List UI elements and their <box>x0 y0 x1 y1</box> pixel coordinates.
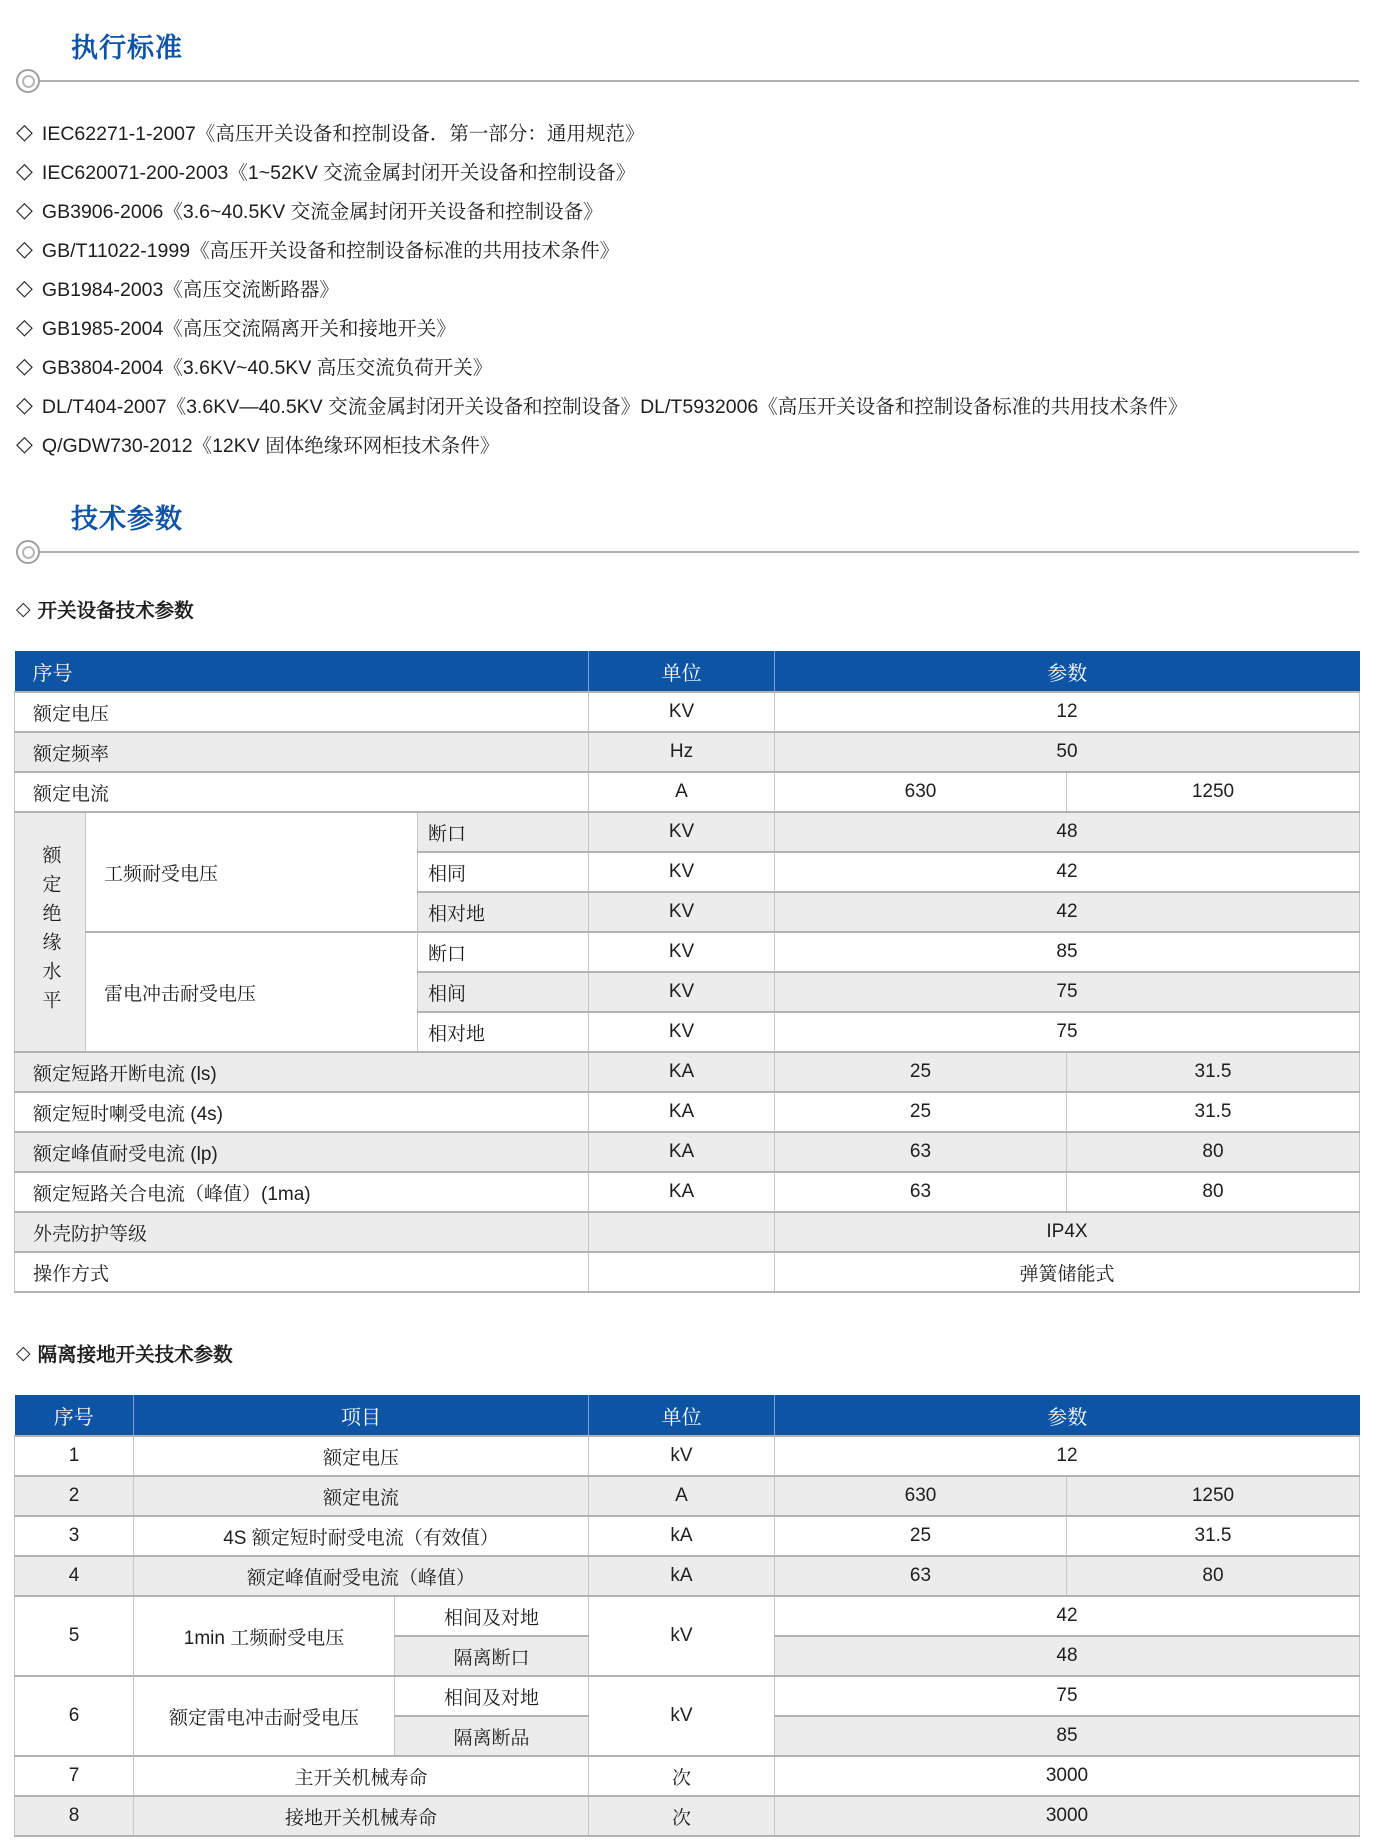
subgroup-label-cell: 雷电冲击耐受电压 <box>86 932 418 1052</box>
standard-item <box>16 190 1359 229</box>
header-no-cell: 序号 <box>15 651 589 692</box>
value-cell: 42 <box>775 852 1360 892</box>
switchgear-table <box>14 651 1360 1293</box>
table-row <box>15 1252 1360 1292</box>
diamond-bullet-icon: ◇ <box>16 391 33 417</box>
item-cell: 4S 额定短时耐受电流（有效值） <box>134 1516 589 1556</box>
standard-text: Q/GDW730-2012《12KV 固体绝缘环网柜技术条件》 <box>41 434 500 457</box>
unit-cell: KA <box>589 1172 775 1212</box>
item-cell: 额定峰值耐受电流（峰值） <box>134 1556 589 1596</box>
value-cell: 12 <box>775 1436 1360 1476</box>
value-cell: 48 <box>775 812 1360 852</box>
item-cell: 额定电流 <box>134 1476 589 1516</box>
value-cell-1: 63 <box>775 1556 1067 1596</box>
unit-cell: KV <box>589 852 775 892</box>
unit-cell: kV <box>589 1436 775 1476</box>
standards-section <box>14 0 1359 463</box>
value-cell-2: 31.5 <box>1067 1052 1360 1092</box>
label-cell: 额定峰值耐受电流 (lp) <box>15 1132 589 1172</box>
unit-cell: kA <box>589 1556 775 1596</box>
row-no-cell: 7 <box>15 1756 134 1796</box>
sub-label-cell: 断口 <box>418 812 589 852</box>
item-cell: 额定电压 <box>134 1436 589 1476</box>
table-row <box>15 692 1360 732</box>
isolation-table <box>14 1395 1360 1837</box>
diamond-bullet-icon: ◇ <box>16 235 33 261</box>
row-no-cell: 8 <box>15 1796 134 1836</box>
sub-label-cell: 相间 <box>418 972 589 1012</box>
diamond-bullet-icon: ◇ <box>16 598 31 620</box>
standard-item <box>16 385 1359 424</box>
label-cell: 额定电流 <box>15 772 589 812</box>
unit-cell: KA <box>589 1092 775 1132</box>
table-row <box>15 1172 1360 1212</box>
table-row <box>15 1132 1360 1172</box>
standard-text: GB1985-2004《高压交流隔离开关和接地开关》 <box>41 317 456 340</box>
sub-label-cell: 断口 <box>418 932 589 972</box>
table-row <box>15 772 1360 812</box>
unit-cell: A <box>589 772 775 812</box>
section-divider <box>16 539 1359 565</box>
divider-line <box>40 551 1359 553</box>
subsection-title-text: 隔离接地开关技术参数 <box>37 1344 233 1366</box>
standards-list <box>14 112 1359 463</box>
unit-cell: KV <box>589 892 775 932</box>
table-row <box>15 1212 1360 1252</box>
sub-label-cell: 隔离断品 <box>395 1716 589 1756</box>
parameters-section-head <box>14 463 1359 565</box>
table-row <box>15 1436 1360 1476</box>
ring-icon <box>16 540 40 564</box>
value-cell: 3000 <box>775 1756 1360 1796</box>
label-cell: 额定短路关合电流（峰值）(1ma) <box>15 1172 589 1212</box>
item-cell: 额定雷电冲击耐受电压 <box>134 1676 395 1756</box>
sub-label-cell: 相间及对地 <box>395 1596 589 1636</box>
table-row <box>15 1596 1360 1636</box>
subsection-title-text: 开关设备技术参数 <box>37 600 194 622</box>
header-unit-cell: 单位 <box>589 651 775 692</box>
standards-section-head <box>14 0 1359 94</box>
value-cell-2: 1250 <box>1067 1476 1360 1516</box>
value-cell: 75 <box>775 972 1360 1012</box>
diamond-bullet-icon: ◇ <box>16 274 33 300</box>
diamond-bullet-icon: ◇ <box>16 118 33 144</box>
sub-label-cell: 相同 <box>418 852 589 892</box>
standard-text: DL/T404-2007《3.6KV—40.5KV 交流金属封闭开关设备和控制设备》DL/T5932006《高压开关设备和控制设备标准的共用技术条件》 <box>41 395 1188 418</box>
header-param-cell: 参数 <box>775 651 1360 692</box>
unit-cell: kV <box>589 1596 775 1676</box>
value-cell: 75 <box>775 1012 1360 1052</box>
ring-icon <box>16 69 40 93</box>
value-cell: IP4X <box>775 1212 1360 1252</box>
row-no-cell: 5 <box>15 1596 134 1676</box>
value-cell: 50 <box>775 732 1360 772</box>
table-header-row <box>15 1395 1360 1436</box>
standard-item <box>16 229 1359 268</box>
value-cell: 75 <box>775 1676 1360 1716</box>
unit-cell: A <box>589 1476 775 1516</box>
sub-label-cell: 隔离断口 <box>395 1636 589 1676</box>
unit-cell <box>589 1252 775 1292</box>
value-cell-1: 63 <box>775 1132 1067 1172</box>
table-row <box>15 932 1360 972</box>
standards-section-title: 执行标准 <box>71 33 183 63</box>
unit-cell: KV <box>589 812 775 852</box>
header-no-cell: 序号 <box>15 1395 134 1436</box>
diamond-bullet-icon: ◇ <box>16 352 33 378</box>
row-no-cell: 3 <box>15 1516 134 1556</box>
row-no-cell: 6 <box>15 1676 134 1756</box>
row-no-cell: 4 <box>15 1556 134 1596</box>
value-cell: 42 <box>775 892 1360 932</box>
standard-text: GB3804-2004《3.6KV~40.5KV 高压交流负荷开关》 <box>41 356 493 379</box>
sub-label-cell: 相对地 <box>418 1012 589 1052</box>
value-cell: 85 <box>775 932 1360 972</box>
diamond-bullet-icon: ◇ <box>16 313 33 339</box>
label-cell: 操作方式 <box>15 1252 589 1292</box>
item-cell: 接地开关机械寿命 <box>134 1796 589 1836</box>
table-row <box>15 1796 1360 1836</box>
label-cell: 额定短时喇受电流 (4s) <box>15 1092 589 1132</box>
row-no-cell: 2 <box>15 1476 134 1516</box>
unit-cell: KV <box>589 932 775 972</box>
table-row <box>15 1676 1360 1716</box>
value-cell: 3000 <box>775 1796 1360 1836</box>
standard-text: GB1984-2003《高压交流断路器》 <box>41 278 339 301</box>
value-cell-1: 25 <box>775 1092 1067 1132</box>
value-cell-1: 25 <box>775 1052 1067 1092</box>
sub-label-cell: 相对地 <box>418 892 589 932</box>
label-cell: 额定电压 <box>15 692 589 732</box>
value-cell: 85 <box>775 1716 1360 1756</box>
standard-item <box>16 268 1359 307</box>
unit-cell: KV <box>589 692 775 732</box>
standard-text: IEC62271-1-2007《高压开关设备和控制设备．第一部分：通用规范》 <box>41 122 645 145</box>
standard-item <box>16 307 1359 346</box>
parameters-section-title: 技术参数 <box>71 504 183 534</box>
value-cell: 弹簧储能式 <box>775 1252 1360 1292</box>
diamond-bullet-icon: ◇ <box>16 1342 31 1364</box>
table-header-row <box>15 651 1360 692</box>
diamond-bullet-icon: ◇ <box>16 157 33 183</box>
value-cell: 12 <box>775 692 1360 732</box>
value-cell-1: 630 <box>775 1476 1067 1516</box>
standard-item <box>16 424 1359 463</box>
table-row <box>15 732 1360 772</box>
row-no-cell: 1 <box>15 1436 134 1476</box>
item-cell: 1min 工频耐受电压 <box>134 1596 395 1676</box>
sub-label-cell: 相间及对地 <box>395 1676 589 1716</box>
label-cell: 外壳防护等级 <box>15 1212 589 1252</box>
unit-cell: KV <box>589 1012 775 1052</box>
standard-item <box>16 112 1359 151</box>
label-cell: 额定短路开断电流 (ls) <box>15 1052 589 1092</box>
standard-text: GB3906-2006《3.6~40.5KV 交流金属封闭开关设备和控制设备》 <box>41 200 603 223</box>
header-unit-cell: 单位 <box>589 1395 775 1436</box>
unit-cell: KA <box>589 1052 775 1092</box>
value-cell-2: 80 <box>1067 1556 1360 1596</box>
value-cell-1: 630 <box>775 772 1067 812</box>
standard-item <box>16 151 1359 190</box>
table-row <box>15 1756 1360 1796</box>
value-cell-2: 1250 <box>1067 772 1360 812</box>
subgroup-label-cell: 工频耐受电压 <box>86 812 418 932</box>
standard-item <box>16 346 1359 385</box>
section-divider <box>16 68 1359 94</box>
unit-cell: kV <box>589 1676 775 1756</box>
diamond-bullet-icon: ◇ <box>16 430 33 456</box>
standard-text: GB/T11022-1999《高压开关设备和控制设备标准的共用技术条件》 <box>41 239 620 262</box>
value-cell-2: 31.5 <box>1067 1516 1360 1556</box>
value-cell-2: 31.5 <box>1067 1092 1360 1132</box>
unit-cell: 次 <box>589 1756 775 1796</box>
table-row <box>15 1052 1360 1092</box>
value-cell: 48 <box>775 1636 1360 1676</box>
divider-line <box>40 80 1359 82</box>
unit-cell: KV <box>589 972 775 1012</box>
standard-text: IEC620071-200-2003《1~52KV 交流金属封闭开关设备和控制设备》 <box>41 161 636 184</box>
header-item-cell: 项目 <box>134 1395 589 1436</box>
value-cell-1: 25 <box>775 1516 1067 1556</box>
unit-cell: Hz <box>589 732 775 772</box>
value-cell-2: 80 <box>1067 1132 1360 1172</box>
table-row <box>15 812 1360 852</box>
header-param-cell: 参数 <box>775 1395 1360 1436</box>
unit-cell: 次 <box>589 1796 775 1836</box>
parameters-section <box>14 463 1359 1837</box>
unit-cell: KA <box>589 1132 775 1172</box>
table-row <box>15 1516 1360 1556</box>
table-row <box>15 1092 1360 1132</box>
subsection-switchgear-title <box>16 595 1359 623</box>
group-label-cell: 额定绝缘水平 <box>15 812 86 1052</box>
value-cell-2: 80 <box>1067 1172 1360 1212</box>
label-cell: 额定频率 <box>15 732 589 772</box>
value-cell: 42 <box>775 1596 1360 1636</box>
unit-cell: kA <box>589 1516 775 1556</box>
value-cell-1: 63 <box>775 1172 1067 1212</box>
table-row <box>15 1556 1360 1596</box>
unit-cell <box>589 1212 775 1252</box>
diamond-bullet-icon: ◇ <box>16 196 33 222</box>
item-cell: 主开关机械寿命 <box>134 1756 589 1796</box>
subsection-isolation-title <box>16 1339 1359 1367</box>
table-row <box>15 1476 1360 1516</box>
